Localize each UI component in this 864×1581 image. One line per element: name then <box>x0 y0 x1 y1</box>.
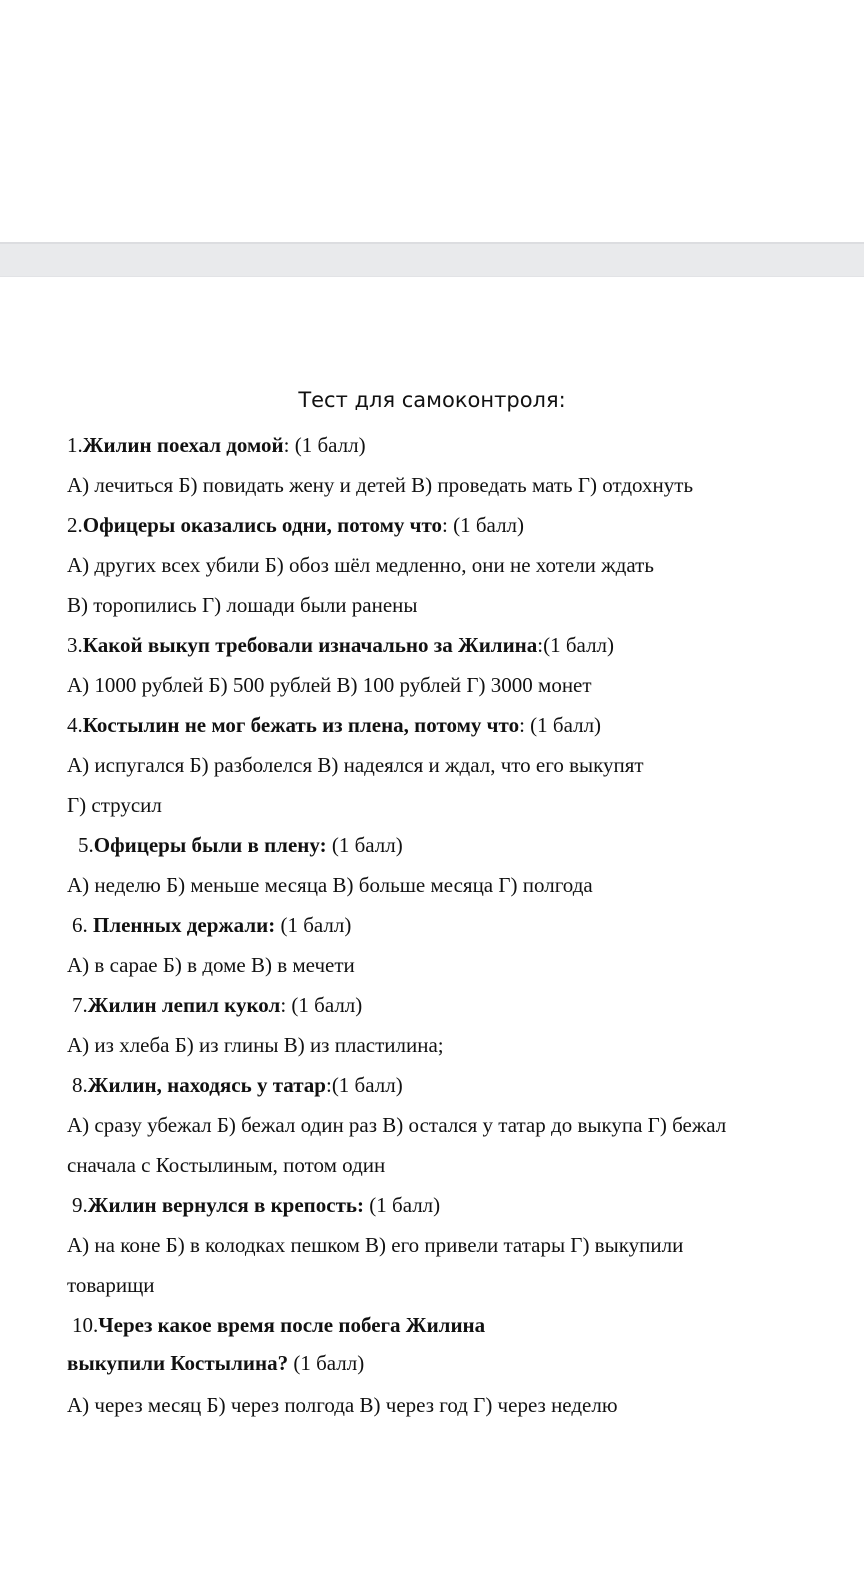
answer-line: А) на коне Б) в колодках пешком В) его привели татары Г) выкупили <box>67 1233 684 1257</box>
question-line <box>72 993 362 1017</box>
question-text: выкупили Костылина? <box>67 1351 289 1375</box>
answer-line: А) неделю Б) меньше месяца В) больше месяца Г) полгода <box>67 873 593 897</box>
question-text: Костылин не мог бежать из плена, потому что <box>82 713 520 737</box>
question-line <box>67 433 366 457</box>
question-text: Жилин поехал домой <box>82 433 284 457</box>
question-points: (1 балл) <box>326 833 403 857</box>
question-number: 5. <box>78 833 94 857</box>
question-text: Жилин вернулся в крепость: <box>87 1193 365 1217</box>
answer-line: А) из хлеба Б) из глины В) из пластилина; <box>67 1033 444 1057</box>
question-text: Жилин, находясь у татар <box>87 1073 326 1097</box>
answer-line: товарищи <box>67 1273 155 1297</box>
question-line <box>67 633 614 657</box>
question-line <box>67 513 524 537</box>
question-line <box>72 913 351 937</box>
question-text: Пленных держали: <box>93 913 276 937</box>
question-points: :(1 балл) <box>537 633 615 657</box>
question-line <box>72 1073 403 1097</box>
question-number: 3. <box>67 633 83 657</box>
question-number: 9. <box>72 1193 88 1217</box>
answer-line: А) сразу убежал Б) бежал один раз В) остался у татар до выкупа Г) бежал <box>67 1113 727 1137</box>
question-number: 1. <box>67 433 83 457</box>
question-text: Через какое время после побега Жилина <box>98 1313 486 1337</box>
question-text: Офицеры были в плену: <box>93 833 327 857</box>
question-line <box>67 713 601 737</box>
answer-line: А) через месяц Б) через полгода В) через год Г) через неделю <box>67 1393 618 1417</box>
answer-line: А) других всех убили Б) обоз шёл медленно, они не хотели ждать <box>67 553 654 577</box>
answer-line: Г) струсил <box>67 793 162 817</box>
answer-line: В) торопились Г) лошади были ранены <box>67 593 418 617</box>
question-number: 10. <box>72 1313 99 1337</box>
question-text: Какой выкуп требовали изначально за Жилина <box>82 633 538 657</box>
question-text: Офицеры оказались одни, потому что <box>82 513 443 537</box>
question-points: : (1 балл) <box>283 433 366 457</box>
question-number: 8. <box>72 1073 88 1097</box>
answer-line: А) в сарае Б) в доме В) в мечети <box>67 953 355 977</box>
question-number: 2. <box>67 513 83 537</box>
question-line <box>72 1313 485 1337</box>
answer-line: сначала с Костылиным, потом один <box>67 1153 386 1177</box>
question-number: 6. <box>72 913 93 937</box>
question-line <box>72 1193 440 1217</box>
question-text: Жилин лепил кукол <box>87 993 281 1017</box>
answer-line: А) 1000 рублей Б) 500 рублей В) 100 рублей Г) 3000 монет <box>67 673 592 697</box>
question-number: 4. <box>67 713 83 737</box>
page-gap <box>0 242 864 277</box>
question-points: (1 балл) <box>275 913 352 937</box>
question-points: : (1 балл) <box>519 713 602 737</box>
question-points: (1 балл) <box>288 1351 365 1375</box>
answer-line: А) лечиться Б) повидать жену и детей В) проведать мать Г) отдохнуть <box>67 473 694 497</box>
question-points: : (1 балл) <box>280 993 363 1017</box>
answer-line: А) испугался Б) разболелся В) надеялся и ждал, что его выкупят <box>67 753 644 777</box>
question-points: :(1 балл) <box>325 1073 403 1097</box>
question-points: : (1 балл) <box>442 513 525 537</box>
page-title: Тест для самоконтроля: <box>298 388 566 412</box>
question-points: (1 балл) <box>364 1193 441 1217</box>
question-line <box>67 1351 364 1375</box>
question-number: 7. <box>72 993 88 1017</box>
question-line <box>78 833 403 857</box>
